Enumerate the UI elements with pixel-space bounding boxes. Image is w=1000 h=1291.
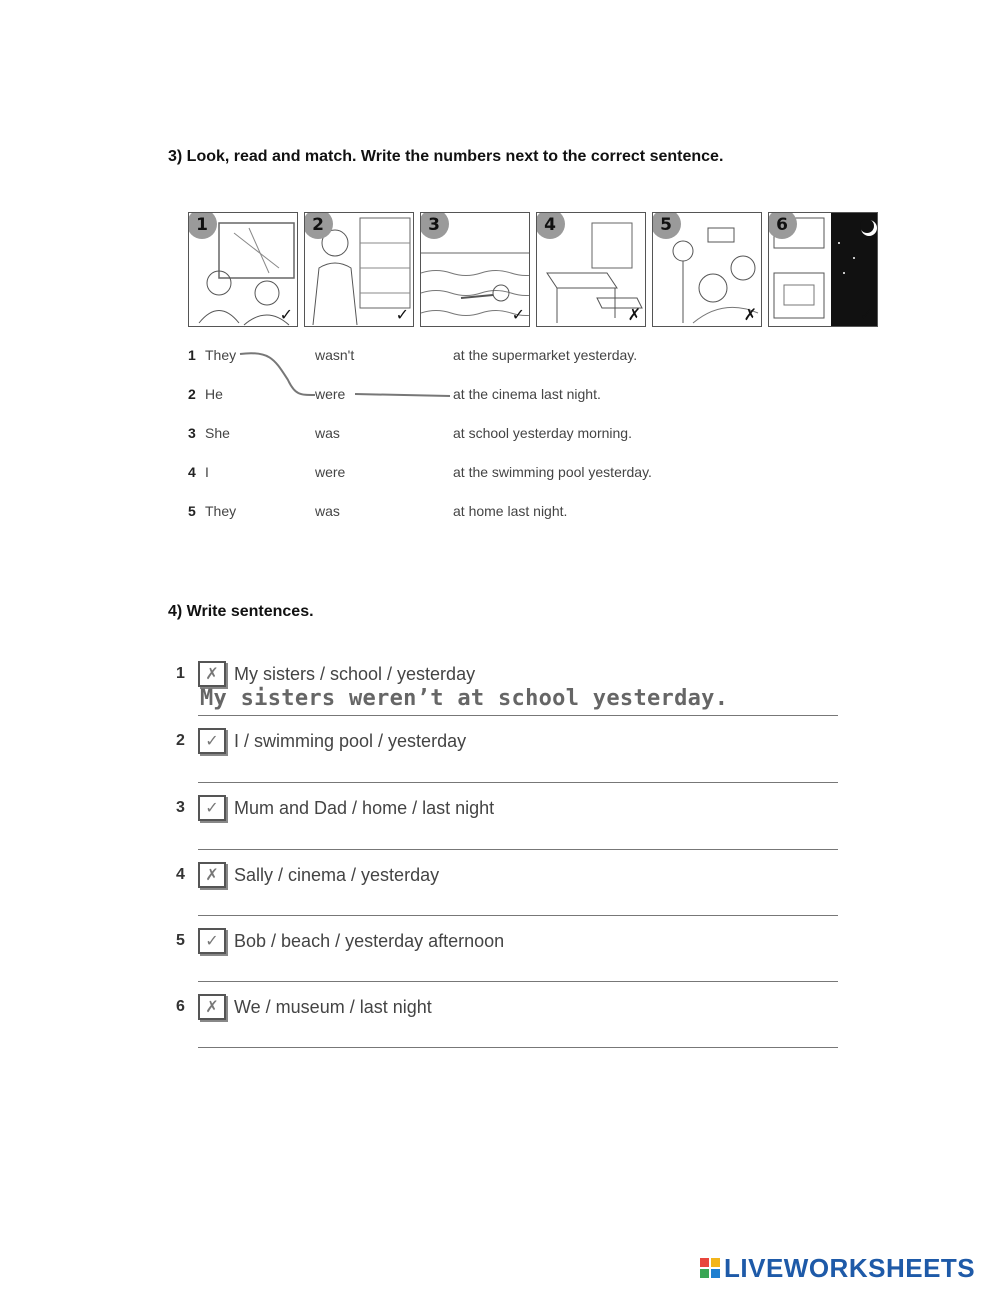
answer-line[interactable] — [198, 981, 838, 982]
item-prompt: Mum and Dad / home / last night — [234, 798, 495, 818]
panel-number: 2 — [304, 212, 333, 239]
match-subject[interactable]: They — [205, 503, 237, 519]
picture-panel-6 — [768, 212, 878, 327]
row-number: 1 — [188, 347, 196, 363]
panel-mark: ✗ — [627, 305, 641, 324]
row-number: 2 — [188, 386, 196, 402]
match-row — [188, 386, 196, 402]
match-row — [188, 464, 196, 480]
match-row — [188, 503, 196, 519]
match-subject[interactable]: He — [205, 386, 223, 402]
answer-line[interactable] — [198, 849, 838, 850]
cross-box-icon: ✗ — [198, 862, 226, 888]
cross-box-icon: ✗ — [198, 661, 226, 687]
panel-number: 1 — [188, 212, 217, 239]
item-number: 6 — [176, 998, 185, 1015]
picture-panel-4 — [536, 212, 646, 327]
picture-panel-2 — [304, 212, 414, 327]
picture-panel-1 — [188, 212, 298, 327]
match-phrase[interactable]: at school yesterday morning. — [453, 425, 632, 441]
item-prompt: We / museum / last night — [234, 997, 432, 1017]
answer-line[interactable] — [198, 715, 838, 716]
picture-panel-5 — [652, 212, 762, 327]
logo-square — [711, 1258, 720, 1267]
panel-mark: ✓ — [279, 305, 293, 324]
logo-text: LIVEWORKSHEETS — [724, 1252, 976, 1283]
match-phrase[interactable]: at the supermarket yesterday. — [453, 347, 638, 363]
item-prompt: My sisters / school / yesterday — [234, 664, 476, 684]
match-subject[interactable]: They — [205, 347, 237, 363]
panel-mark: ✓ — [511, 305, 525, 324]
liveworksheets-logo[interactable] — [700, 1253, 975, 1283]
logo-square — [700, 1269, 709, 1278]
panel-number: 4 — [536, 212, 565, 239]
row-number: 4 — [188, 464, 196, 480]
panel-number: 3 — [420, 212, 449, 239]
match-subject[interactable]: I — [205, 464, 209, 480]
match-phrase[interactable]: at the swimming pool yesterday. — [453, 464, 652, 480]
row-number: 3 — [188, 425, 196, 441]
logo-square — [711, 1269, 720, 1278]
match-verb[interactable]: was — [315, 425, 340, 441]
exercise-4-heading: 4) Write sentences. — [168, 603, 314, 620]
row-number: 5 — [188, 503, 196, 519]
cross-box-icon: ✗ — [198, 994, 226, 1020]
match-subject[interactable]: She — [205, 425, 230, 441]
check-box-icon: ✓ — [198, 928, 226, 954]
item-number: 3 — [176, 799, 185, 816]
item-prompt: I / swimming pool / yesterday — [234, 731, 467, 751]
match-verb[interactable]: wasn't — [315, 347, 355, 363]
match-row — [188, 347, 196, 363]
check-box-icon: ✓ — [198, 795, 226, 821]
match-phrase[interactable]: at home last night. — [453, 503, 568, 519]
answer-line[interactable] — [198, 782, 838, 783]
liveworksheets-logo-icon — [700, 1258, 720, 1278]
answer-line[interactable] — [198, 915, 838, 916]
match-row — [188, 425, 196, 441]
logo-square — [700, 1258, 709, 1267]
item-prompt: Sally / cinema / yesterday — [234, 865, 440, 885]
panel-mark: ✗ — [743, 305, 757, 324]
example-answer: My sisters weren’t at school yesterday. — [200, 686, 729, 711]
match-verb[interactable]: was — [315, 503, 340, 519]
match-phrase[interactable]: at the cinema last night. — [453, 386, 601, 402]
picture-panel-3 — [420, 212, 530, 327]
item-prompt: Bob / beach / yesterday afternoon — [234, 931, 505, 951]
panel-number: 6 — [768, 212, 797, 239]
panel-number: 5 — [652, 212, 681, 239]
item-number: 4 — [176, 866, 185, 883]
panel-mark: ✓ — [859, 305, 873, 324]
check-box-icon: ✓ — [198, 728, 226, 754]
answer-line[interactable] — [198, 1047, 838, 1048]
exercise-3-heading: 3) Look, read and match. Write the numbers next to the correct sentence. — [168, 148, 724, 165]
match-verb[interactable]: were — [315, 386, 346, 402]
item-number: 5 — [176, 932, 185, 949]
match-verb[interactable]: were — [315, 464, 346, 480]
panel-mark: ✓ — [395, 305, 409, 324]
item-number: 1 — [176, 665, 185, 682]
item-number: 2 — [176, 732, 185, 749]
